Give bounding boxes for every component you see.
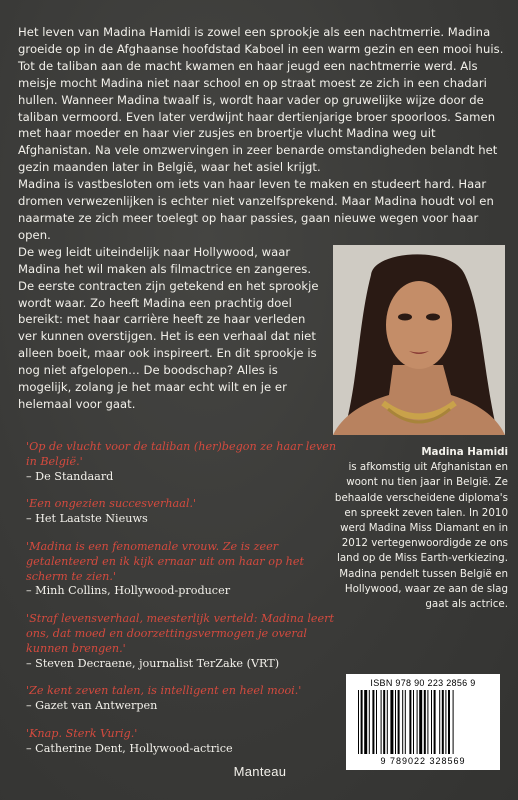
author-bio-text: is afkomstig uit Afghanistan en woont nu tien jaar in België. Ze behaalde verscheidene diploma's en spreekt zeven talen. In 2010 werd Madina Miss Diamant en in 2012 vertegenwoordigde ze ons land op de Miss Earth-verkiezing. Madina pendelt tussen België en Hollywood, waar ze aan de slag gaat als actrice. <box>334 461 508 611</box>
author-name: Madina Hamidi <box>421 446 508 458</box>
quote <box>26 684 338 714</box>
quote <box>26 727 338 757</box>
quote-source: – Catherine Dent, Hollywood-actrice <box>26 741 233 755</box>
quote-text: 'Ze kent zeven talen, is intelligent en heel mooi.' <box>26 684 302 698</box>
quote-text: 'Knap. Sterk Vurig.' <box>26 726 138 740</box>
quote-source: – Gazet van Antwerpen <box>26 699 158 713</box>
isbn-label: ISBN 978 90 223 2856 9 <box>370 678 476 688</box>
barcode-box <box>346 674 500 770</box>
press-quotes <box>26 440 338 770</box>
author-photo <box>333 245 505 435</box>
quote-text: 'Madina is een fenomenale vrouw. Ze is zeer getalenteerd en ik kijk ernaar uit om haar op het scherm te zien.' <box>26 539 304 583</box>
author-bio <box>330 445 508 612</box>
quote-text: 'Straf levensverhaal, meesterlijk verteld: Madina leert ons, dat moed en doorzettingsvermogen je overal kunnen brengen.' <box>26 612 335 655</box>
blurb-paragraph: Het leven van Madina Hamidi is zowel een sprookje als een nachtmerrie. Madina groeide op in de Afghaanse hoofdstad Kaboel in een warm gezin en een mooi huis. Tot de taliban aan de macht kwamen en haar jeugd een nachtmerrie werd. Als meisje mocht Madina niet naar school en op straat moest ze zich in een chadari hullen. Wanneer Madina twaalf is, wordt haar vader op gruwelijke wijze door de taliban vermoord. Even later verdwijnt haar dertienjarige broer spoorloos. Samen met haar moeder en haar vier zusjes en broertje vlucht Madina weg uit Afghanistan. Na vele omzwervingen in zeer benarde omstandigheden belandt het gezin maanden later in België, waar het asiel krijgt. <box>18 25 504 175</box>
quote <box>26 612 338 671</box>
quote-source: – Minh Collins, Hollywood-producer <box>26 584 231 598</box>
blurb-paragraph: De weg leidt uiteindelijk naar Hollywood, waar Madina het wil maken als filmactrice en zangeres. De eerste contracten zijn getekend en het sprookje wordt waar. Zo heeft Madina een prachtig doel bereikt: met haar carrière heeft ze haar verleden ver kunnen overstijgen. Het is een verhaal dat niet alleen boeit, maar ook inspireert. En dit sprookje is nog niet afgelopen… De boodschap? Alles is mogelijk, zolang je het maar echt wilt en je er helemaal voor gaat. <box>18 244 319 411</box>
quote <box>26 440 338 484</box>
blurb-paragraph: Madina is vastbesloten om iets van haar leven te maken en studeert hard. Haar dromen verwezenlijken is echter niet vanzelfsprekend. Maar Madina houdt vol en naarmate ze zich meer toelegt op haar passies, gaan nieuwe wegen voor haar open. <box>18 177 494 242</box>
quote-text: 'Op de vlucht voor de taliban (her)begon ze haar leven in België.' <box>26 440 337 468</box>
quote-source: – De Standaard <box>26 469 114 483</box>
quote <box>26 540 338 599</box>
quote-text: 'Een ongezien succesverhaal.' <box>26 497 197 511</box>
ean-digits: 9 789022 328569 <box>380 756 466 766</box>
quote-source: – Steven Decraene, journalist TerZake (VRT) <box>26 656 280 670</box>
quote-source: – Het Laatste Nieuws <box>26 512 148 526</box>
publisher-logo: Manteau <box>233 764 287 779</box>
quote <box>26 497 338 527</box>
barcode-icon <box>356 690 490 754</box>
